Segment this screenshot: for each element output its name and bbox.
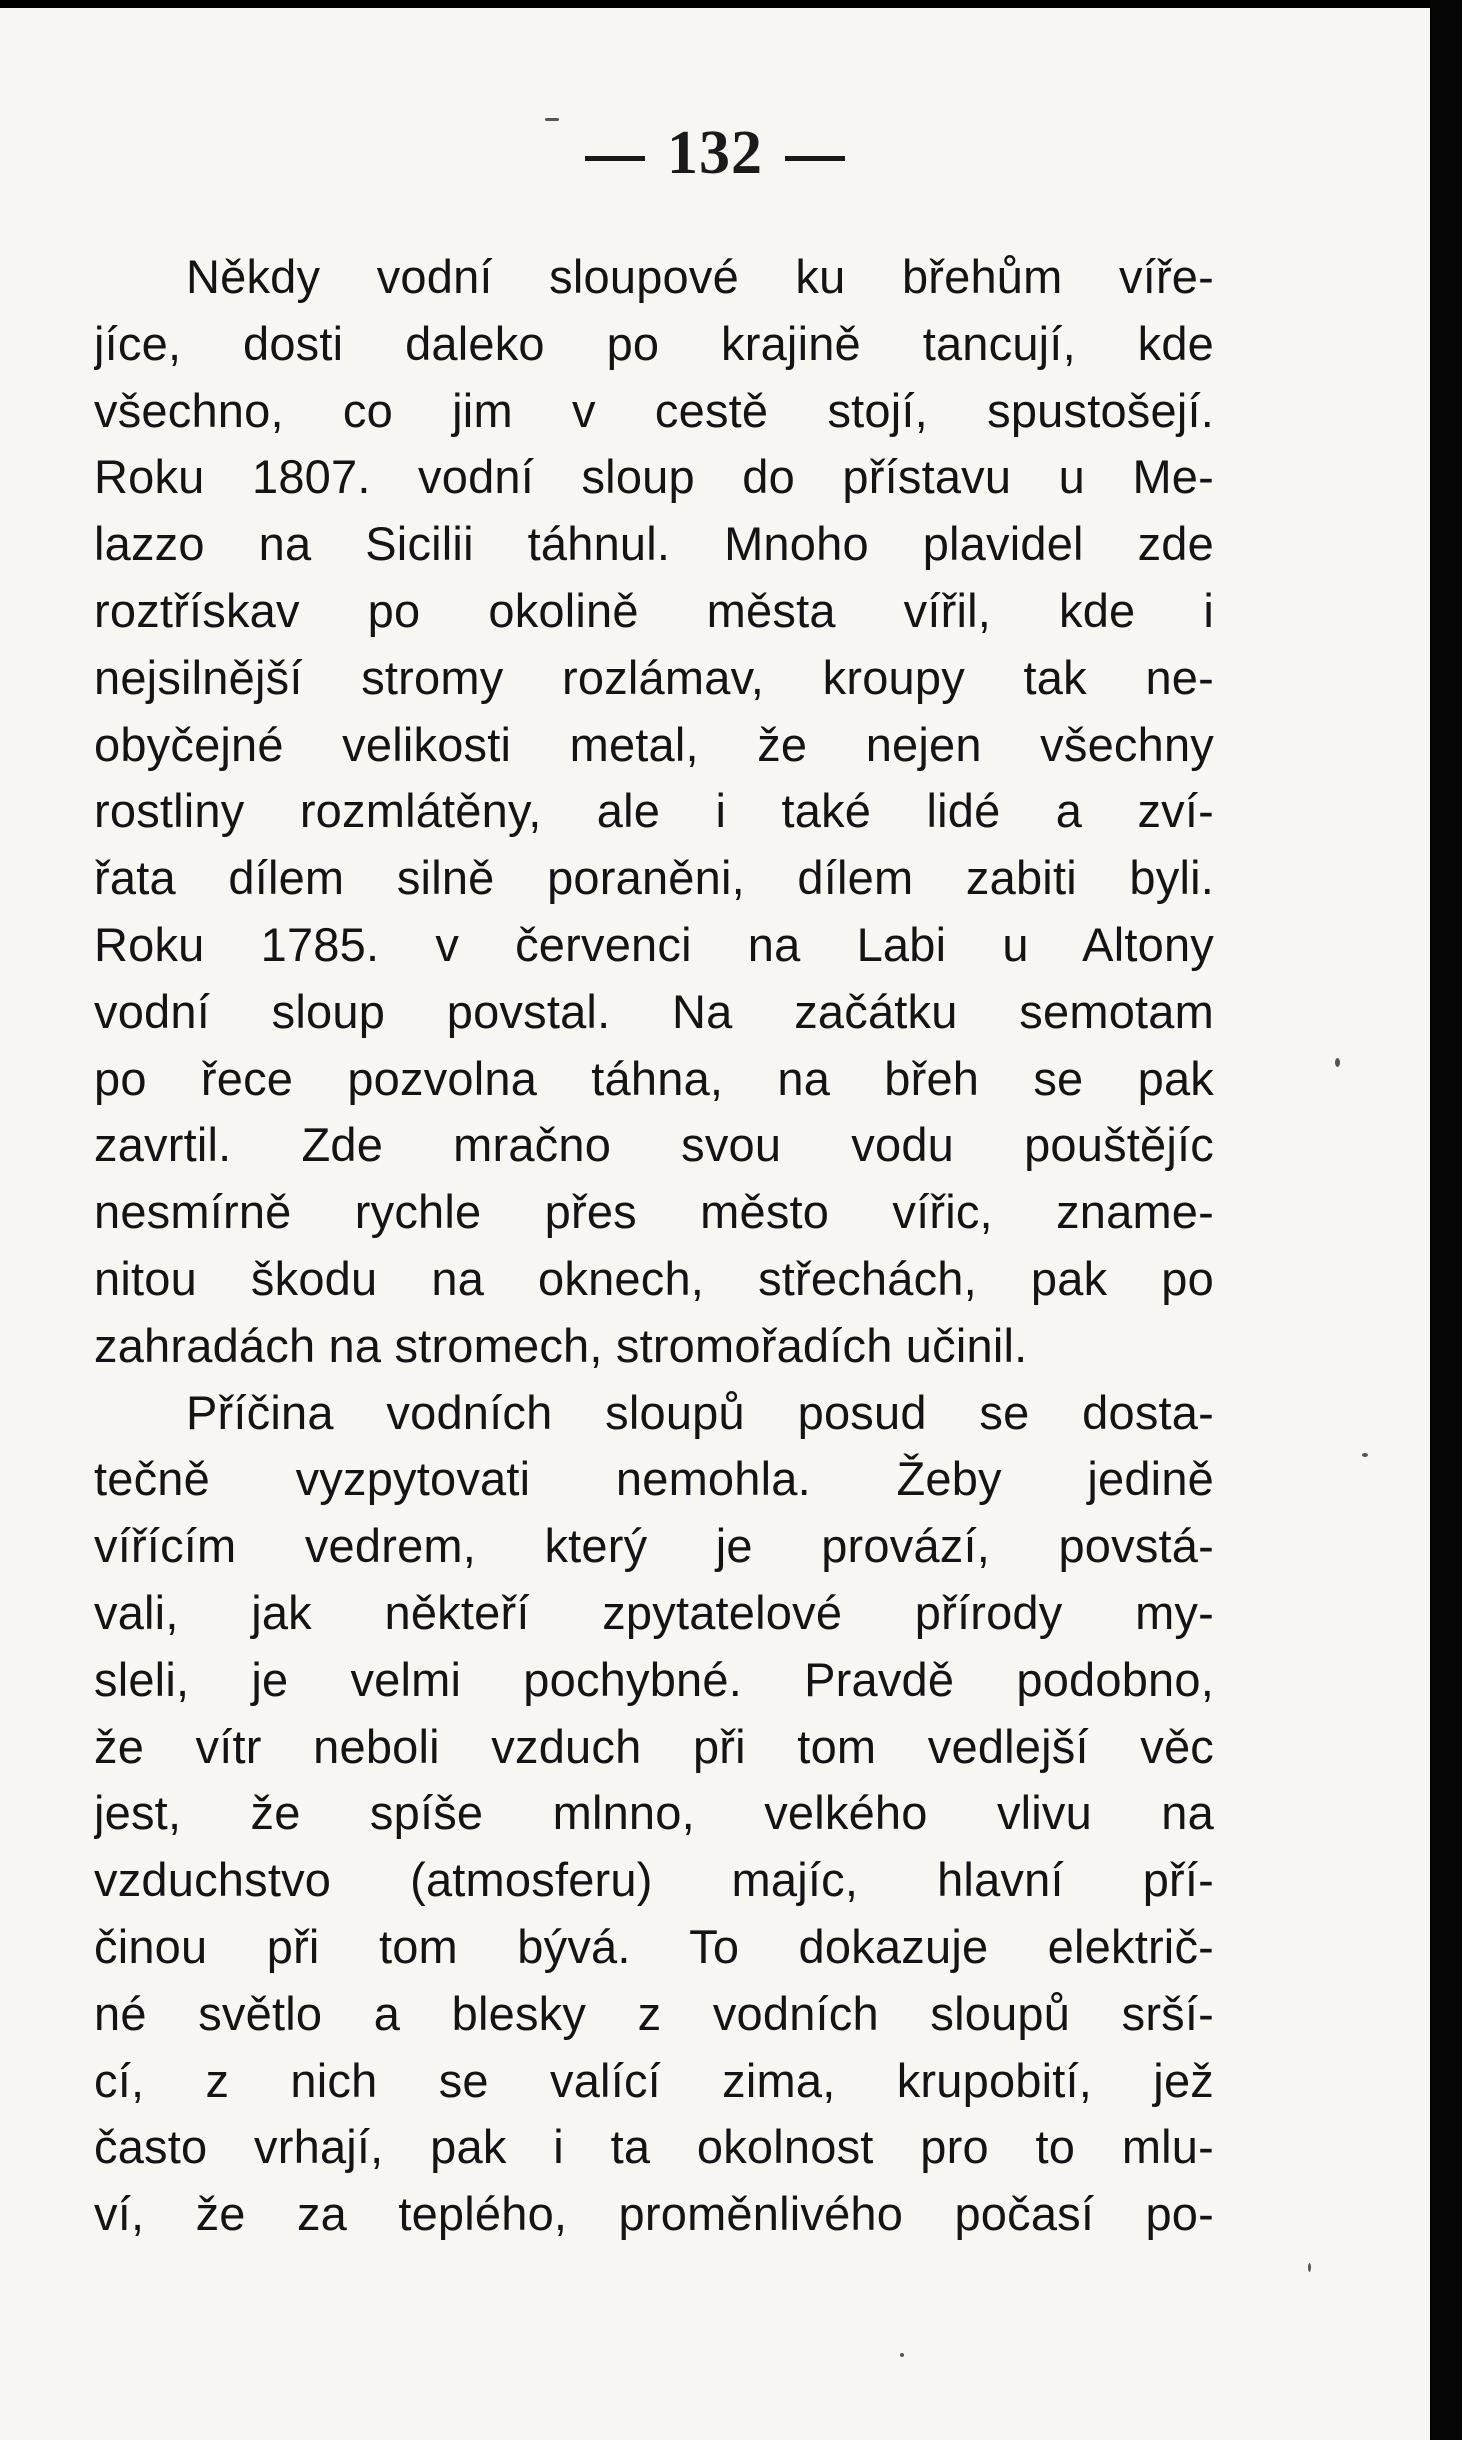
text-line: Roku 1785. v červenci na Labi u Altony xyxy=(94,917,1214,971)
text-line: rostliny rozmlátěny, ale i také lidé a zví- xyxy=(94,784,1214,838)
text-line: roztřískav po okolině města vířil, kde i xyxy=(94,583,1214,637)
text-line: jest, že spíše mlnno, velkého vlivu na xyxy=(94,1786,1214,1840)
text-line: po řece pozvolna táhna, na břeh se pak xyxy=(94,1051,1214,1105)
text-line: obyčejné velikosti metal, že nejen všechny xyxy=(94,717,1214,771)
text-line: jíce, dosti daleko po krajině tancují, kde xyxy=(94,316,1214,370)
text-line: sleli, je velmi pochybné. Pravdě podobno, xyxy=(94,1652,1214,1706)
text-line: Příčina vodních sloupů posud se dosta- xyxy=(186,1385,1214,1439)
text-line: zahradách na stromech, stromořadích učinil. xyxy=(94,1318,1028,1372)
page-header xyxy=(0,118,1430,189)
page-number: 132 xyxy=(667,119,763,187)
text-line: činou při tom bývá. To dokazuje električ- xyxy=(94,1919,1214,1973)
text-line: zavrtil. Zde mračno svou vodu pouštějíc xyxy=(94,1118,1214,1172)
text-line: Roku 1807. vodní sloup do přístavu u Me- xyxy=(94,450,1214,504)
text-line: Někdy vodní sloupové ku břehům víře- xyxy=(186,250,1214,303)
text-line: vířícím vedrem, který je provází, povstá- xyxy=(94,1519,1214,1573)
scan-border xyxy=(1430,0,1462,2440)
paper-speck xyxy=(1308,2263,1311,2272)
paragraph-2 xyxy=(94,1380,1214,2248)
paper-speck xyxy=(1362,1453,1368,1457)
paragraph-1 xyxy=(94,244,1214,1380)
paper-speck xyxy=(1335,1058,1340,1067)
text-line: nejsilnější stromy rozlámav, kroupy tak ne- xyxy=(94,650,1214,704)
text-line: vodní sloup povstal. Na začátku semotam xyxy=(94,984,1214,1038)
text-line: že vítr neboli vzduch při tom vedlejší věc xyxy=(94,1719,1214,1773)
text-line: né světlo a blesky z vodních sloupů srší- xyxy=(94,1986,1214,2040)
text-line: často vrhají, pak i ta okolnost pro to mlu- xyxy=(94,2120,1214,2174)
text-line: vzduchstvo (atmosferu) majíc, hlavní pří- xyxy=(94,1853,1214,1907)
paper-speck xyxy=(900,2353,904,2357)
text-line: ví, že za teplého, proměnlivého počasí po- xyxy=(94,2187,1214,2241)
text-line: všechno, co jim v cestě stojí, spustošejí. xyxy=(94,383,1214,437)
body-text xyxy=(94,244,1214,2248)
header-dash-left xyxy=(585,156,645,161)
book-page xyxy=(0,8,1430,2440)
text-line: nesmírně rychle přes město vířic, zname- xyxy=(94,1185,1214,1239)
header-dash-right xyxy=(785,156,845,161)
text-line: tečně vyzpytovati nemohla. Žeby jedině xyxy=(94,1452,1214,1506)
text-line: řata dílem silně poraněni, dílem zabiti byli. xyxy=(94,851,1214,905)
text-line: lazzo na Sicilii táhnul. Mnoho plavidel zde xyxy=(94,517,1214,571)
text-line: nitou škodu na oknech, střechách, pak po xyxy=(94,1251,1214,1305)
text-line: cí, z nich se valící zima, krupobití, jež xyxy=(94,2053,1214,2107)
paper-speck xyxy=(545,118,559,121)
text-line: vali, jak někteří zpytatelové přírody my- xyxy=(94,1585,1214,1639)
